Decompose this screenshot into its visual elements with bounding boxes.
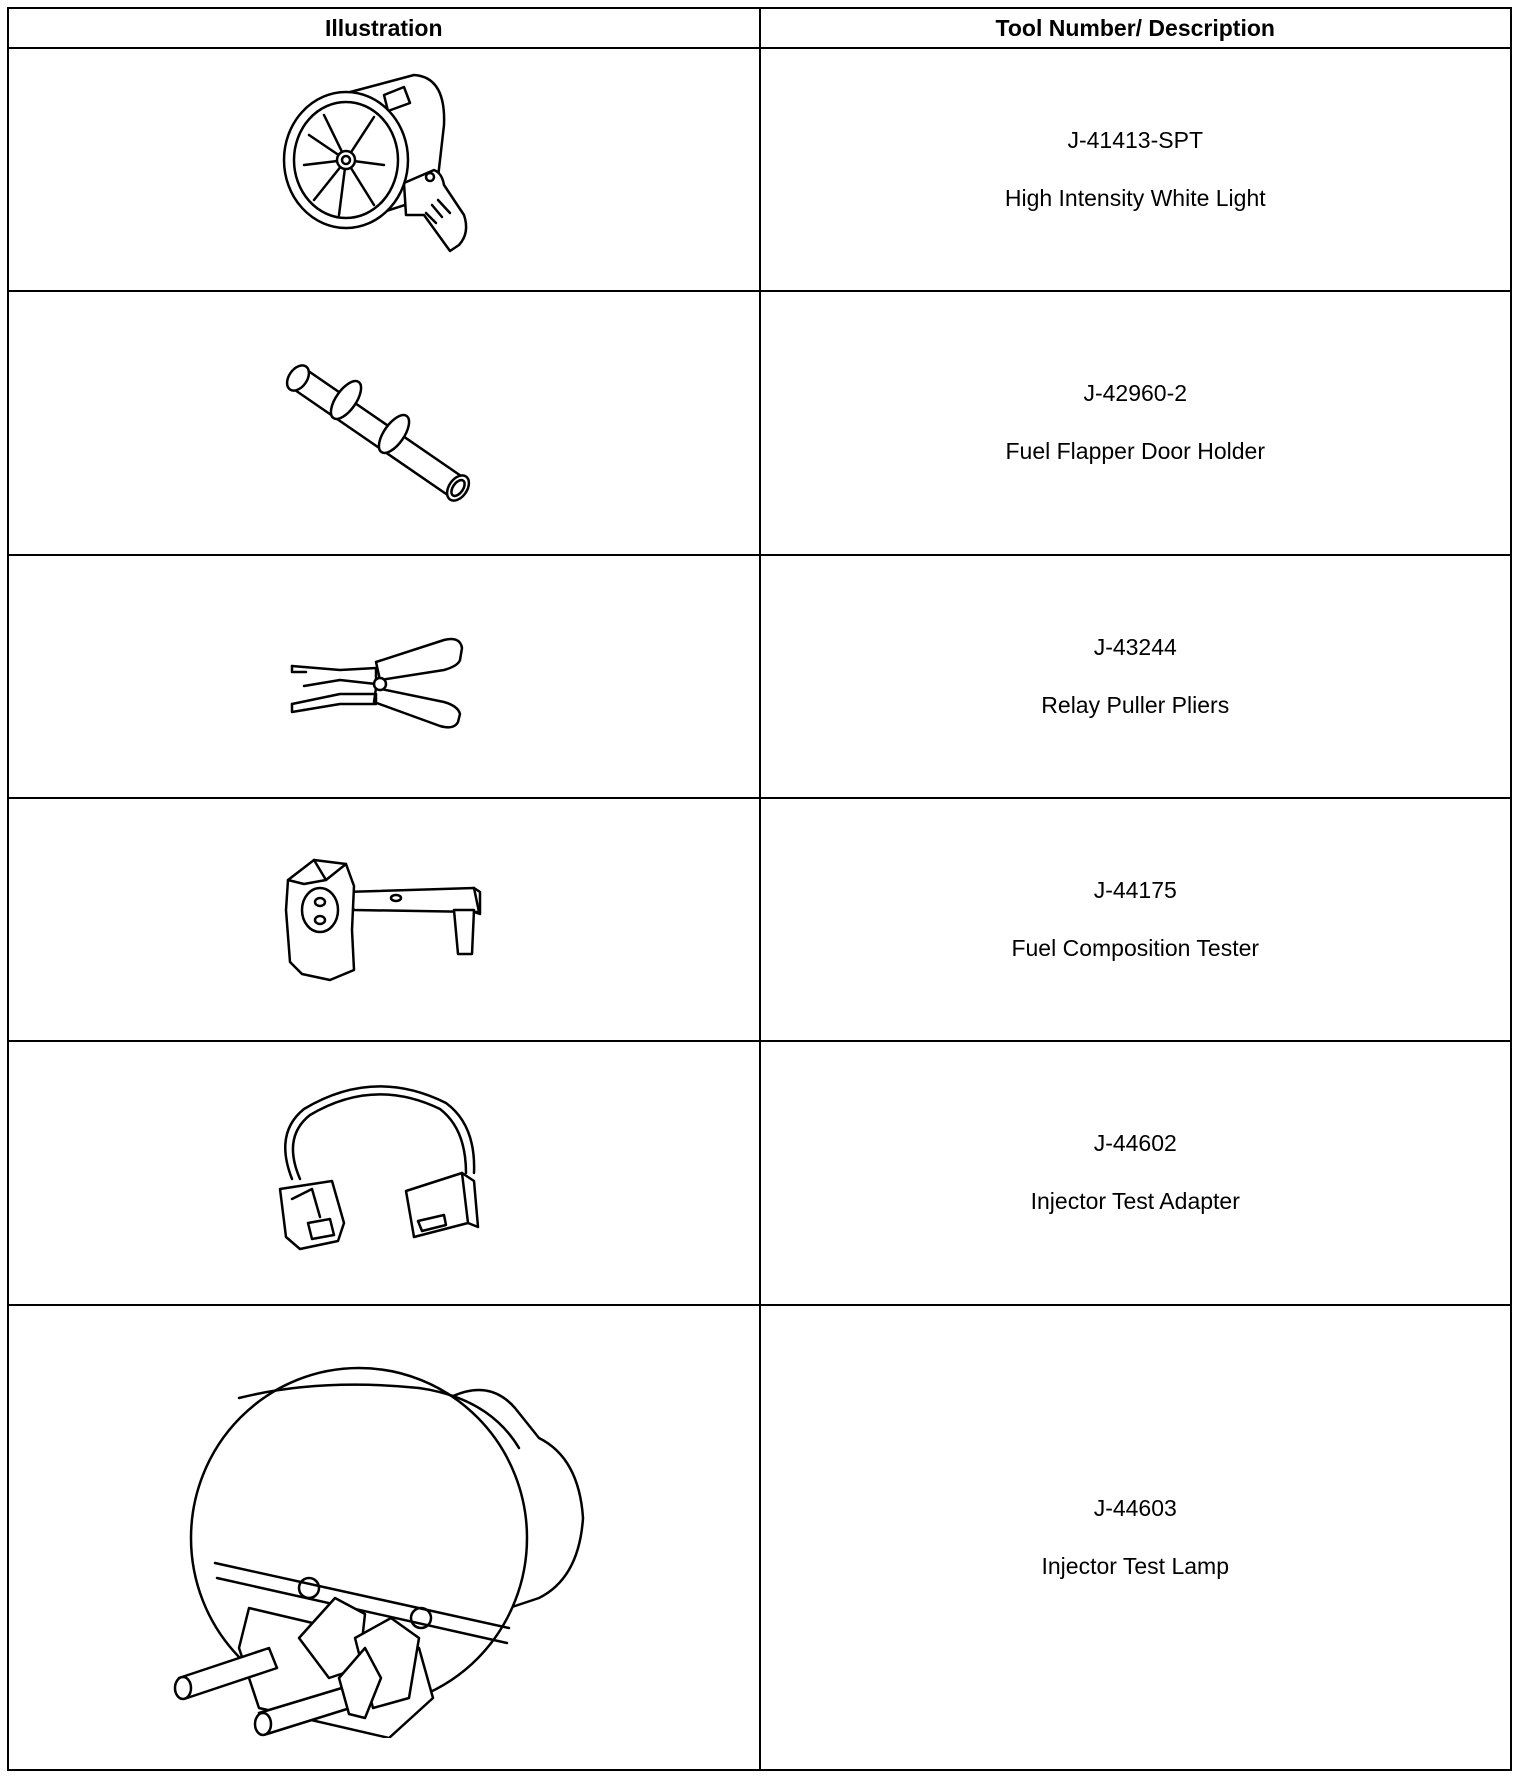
illustration-cell xyxy=(8,555,760,798)
illustration-cell xyxy=(8,1041,760,1305)
tool-description-header: Tool Number/ Description xyxy=(760,8,1512,48)
tool-description: Injector Test Lamp xyxy=(1041,1552,1229,1579)
tool-info-cell xyxy=(760,48,1512,291)
illustration-cell xyxy=(8,48,760,291)
relay-pliers-icon xyxy=(284,622,484,732)
illustration-cell xyxy=(8,798,760,1041)
tool-number: J-44603 xyxy=(1093,1494,1177,1521)
tool-info-cell xyxy=(760,555,1512,798)
table-row xyxy=(8,555,1511,798)
tool-number: J-44602 xyxy=(1093,1130,1177,1157)
illustration-header: Illustration xyxy=(8,8,760,48)
special-tools-table xyxy=(7,7,1512,1771)
tool-number: J-44175 xyxy=(1093,876,1177,903)
tool-info-cell xyxy=(760,798,1512,1041)
tool-number: J-43244 xyxy=(1093,633,1177,660)
tool-info-cell xyxy=(760,1305,1512,1770)
illustration-cell xyxy=(8,1305,760,1770)
spotlight-icon xyxy=(264,55,504,285)
injector-test-lamp-icon xyxy=(159,1338,609,1738)
flapper-door-holder-icon xyxy=(274,338,494,508)
tool-description: High Intensity White Light xyxy=(1004,184,1266,211)
table-row xyxy=(8,1305,1511,1770)
table-row xyxy=(8,798,1511,1041)
tool-info-cell xyxy=(760,1041,1512,1305)
tool-description: Injector Test Adapter xyxy=(1030,1188,1240,1214)
tool-number: J-41413-SPT xyxy=(1067,126,1203,153)
tool-info-cell xyxy=(760,291,1512,555)
fuel-composition-tester-icon xyxy=(274,850,494,990)
tool-description: Relay Puller Pliers xyxy=(1041,691,1230,718)
table-row xyxy=(8,291,1511,555)
illustration-cell xyxy=(8,291,760,555)
tool-description: Fuel Flapper Door Holder xyxy=(1005,438,1265,464)
table-row xyxy=(8,1041,1511,1305)
injector-adapter-icon xyxy=(264,1073,504,1273)
tool-description: Fuel Composition Tester xyxy=(1011,934,1260,961)
table-row xyxy=(8,48,1511,291)
tool-number: J-42960-2 xyxy=(1083,380,1188,407)
header-row xyxy=(8,8,1511,48)
